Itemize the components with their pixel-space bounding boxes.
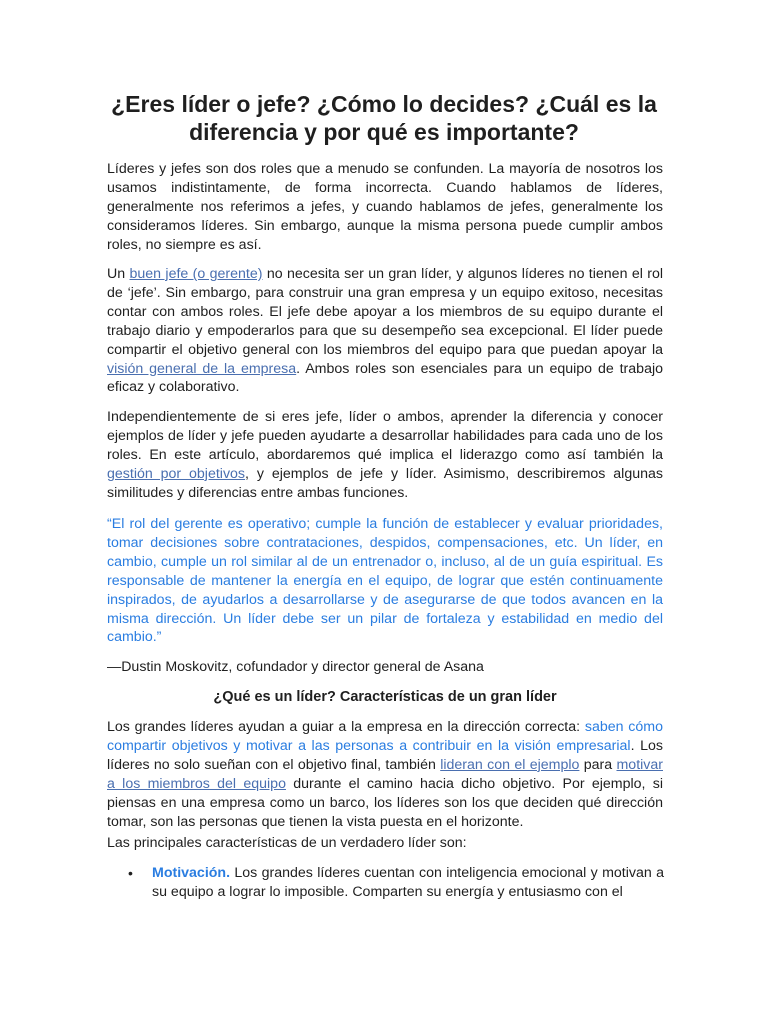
buen-jefe-link[interactable]: buen jefe (o gerente)	[129, 266, 263, 282]
intro-paragraph: Líderes y jefes son dos roles que a menudo se confunden. La mayoría de nosotros los usamos indistintamente, de forma incorrecta. Cuando hablamos de líderes, generalmente nos referimos a jefes, y cuando hablamos de jefes, generalmente los consideramos líderes. Sin embargo, aunque la misma persona puede cumplir ambos roles, no siempre es así.	[107, 161, 663, 253]
gestion-objetivos-link[interactable]: gestión por objetivos	[107, 465, 246, 482]
text-span: . Ambos roles son esenciales para un equipo de trabajo eficaz y colaborativo.	[107, 360, 663, 396]
leader-definition-paragraph	[107, 718, 663, 831]
vision-empresa-link[interactable]: visión general de la empresa	[107, 360, 297, 377]
bullet-item-motivacion	[152, 864, 664, 902]
quote-attribution: —Dustin Moskovitz, cofundador y director general de Asana	[107, 659, 484, 675]
compartir-objetivos-link[interactable]: saben cómo compartir objetivos y motivar a las personas a contribuir en la visión empresarial	[107, 719, 663, 754]
text-span: Los grandes líderes ayudan a guiar a la empresa en la dirección correcta:	[107, 719, 585, 735]
quote-block: “El rol del gerente es operativo; cumple la función de establecer y evaluar prioridades, tomar decisiones sobre contrataciones, despidos, compensaciones, etc. Un líder, en cambio, cumple un rol similar al de un entrenador o, incluso, al de un guía espiritual. Es responsable de mantener la energía en el equipo, de lograr que estén continuamente inspirados, de ayudarlos a desarrollarse y de asegurarse de que todos avancen en la misma dirección. Un líder debe ser un pilar de fortaleza y estabilidad en medio del cambio.”	[107, 516, 663, 646]
page-title: ¿Eres líder o jefe? ¿Cómo lo decides? ¿Cuál es la diferencia y por qué es importante?	[111, 91, 657, 145]
characteristics-intro: Las principales características de un verdadero líder son:	[107, 835, 467, 851]
article-overview-paragraph	[107, 408, 663, 503]
bullet-marker: •	[128, 865, 133, 881]
motivar-equipo-link[interactable]: motivar a los miembros del equipo	[107, 756, 663, 792]
text-span: Un	[107, 266, 130, 282]
text-span: no necesita ser un gran líder, y algunos líderes no tienen el rol de ‘jefe’. Sin embargo, para construir una gran empresa y un equipo exitoso, necesitas contar con ambos roles. El jefe debe apoyar a los miembros de su equipo durante el trabajo diario y empoderarlos para que su desempeño sea excepcional. El líder puede compartir el objetivo general con los miembros del equipo para que puedan apoyar la	[107, 266, 663, 358]
text-span: . Los líderes no solo sueñan con el objetivo final, también	[107, 737, 663, 773]
bullet-text: Los grandes líderes cuentan con inteligencia emocional y motivan a su equipo a lograr lo imposible. Comparten su energía y entusiasmo con el	[152, 865, 664, 900]
lideran-ejemplo-link[interactable]: lideran con el ejemplo	[440, 756, 580, 773]
bullet-label: Motivación.	[152, 865, 231, 881]
section-heading: ¿Qué es un líder? Características de un gran líder	[213, 689, 557, 705]
text-span: Independientemente de si eres jefe, líder o ambos, aprender la diferencia y conocer ejemplos de líder y jefe pueden ayudarte a desarrollar habilidades para cada uno de los roles. En este artículo, abordaremos qué implica el liderazgo como así también la	[107, 409, 663, 463]
text-span: durante el camino hacia dicho objetivo. Por ejemplo, si piensas en una empresa como un barco, los líderes son los que deciden qué dirección tomar, son las personas que tienen la vista puesta en el horizonte.	[107, 775, 664, 830]
text-span: para	[579, 756, 617, 773]
text-span: , y ejemplos de jefe y líder. Asimismo, describiremos algunas similitudes y diferencias entre ambas funciones.	[107, 465, 663, 501]
roles-paragraph	[107, 265, 663, 397]
